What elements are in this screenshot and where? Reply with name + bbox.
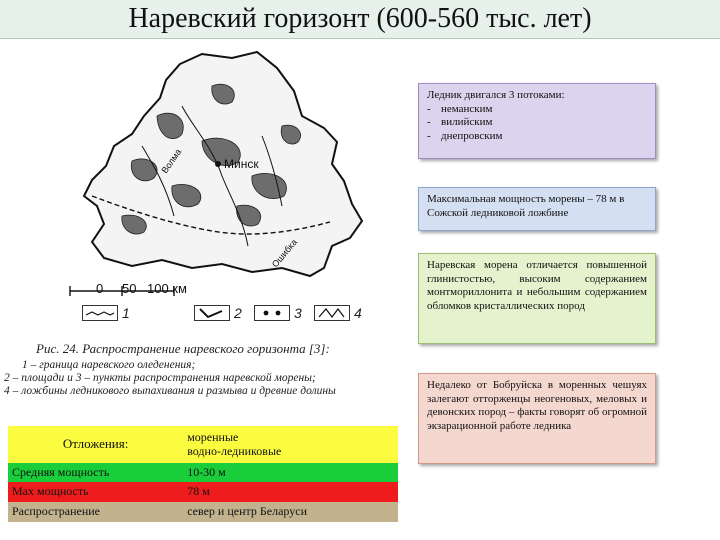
legend-symbol-area	[194, 305, 230, 321]
info-box-moraine-composition	[418, 253, 656, 344]
bobruisk-text: Недалеко от Бобруйска в моренных чешуях залегают отторженцы неогеновых, меловых и девонских пород – факты говорят об огромной экзарационной работе ледника	[427, 379, 647, 432]
glacier-streams-list	[427, 103, 647, 144]
figure-caption-title: Рис. 24. Распространение наревского горизонта [3]:	[36, 341, 330, 356]
caption-line-2: 2 – площади и 3 – пункты распространения наревской морены;	[4, 372, 316, 384]
legend-number-1: 1	[122, 305, 130, 321]
slide-title: Наревский горизонт (600-560 тыс. лет)	[128, 3, 592, 34]
table-row	[8, 426, 398, 463]
glacier-streams-heading: Ледник двигался 3 потоками:	[427, 89, 565, 101]
glacier-stream-item: - вилийским	[427, 116, 647, 130]
table-cell-value	[183, 426, 398, 463]
scale-tick-100: 100 км	[147, 281, 187, 296]
deposits-table	[8, 426, 398, 522]
scale-tick-0: 0	[96, 281, 104, 296]
table-cell-value: 10-30 м	[183, 463, 398, 482]
glacier-stream-item: - неманским	[427, 103, 647, 117]
table-row	[8, 482, 398, 501]
table-cell-value: 78 м	[183, 482, 398, 501]
map-river-label-2: Ошибка	[269, 237, 300, 270]
max-thickness-text: Максимальная мощность морены – 78 м в Сожской ледниковой ложбине	[427, 193, 625, 219]
slide-title-bar	[0, 0, 720, 39]
deposit-type-list: моренные водно-ледниковые	[187, 430, 282, 459]
table-row	[8, 463, 398, 482]
table-cell-label: Отложения:	[8, 426, 183, 463]
caption-line-3: 4 – ложбины ледникового выпахивания и размыва и древние долины	[4, 385, 336, 397]
table-row	[8, 502, 398, 522]
legend-number-4: 4	[354, 305, 362, 321]
table-cell-label: Средняя мощность	[8, 463, 183, 482]
figure-caption	[4, 342, 414, 398]
scale-tick-50: 50	[122, 281, 137, 296]
minsk-dot	[215, 161, 221, 167]
moraine-composition-text: Наревская морена отличается повышенной глинистостью, высоким содержанием монтмориллонита и небольшим содержанием обломков кристаллических пород	[427, 259, 647, 312]
legend-symbol-valley	[314, 305, 350, 321]
table-cell-label: Max мощность	[8, 482, 183, 501]
caption-line-1: 1 – граница наревского оледенения;	[22, 359, 196, 371]
legend-symbol-points	[254, 305, 290, 321]
map-river-label-1: Волма	[159, 147, 184, 176]
info-box-max-thickness	[418, 187, 656, 231]
info-box-glacier-streams	[418, 83, 656, 159]
map-legend	[62, 283, 402, 323]
info-box-bobruisk	[418, 373, 656, 464]
legend-number-2: 2	[234, 305, 242, 321]
legend-symbol-boundary	[82, 305, 118, 321]
legend-number-3: 3	[294, 305, 302, 321]
belarus-map	[62, 46, 392, 281]
table-cell-value: север и центр Беларуси	[183, 502, 398, 522]
table-cell-label: Распространение	[8, 502, 183, 522]
glacier-stream-item: - днепровским	[427, 130, 647, 144]
map-city-label-minsk: Минск	[224, 157, 259, 171]
scale-bar	[64, 283, 214, 297]
